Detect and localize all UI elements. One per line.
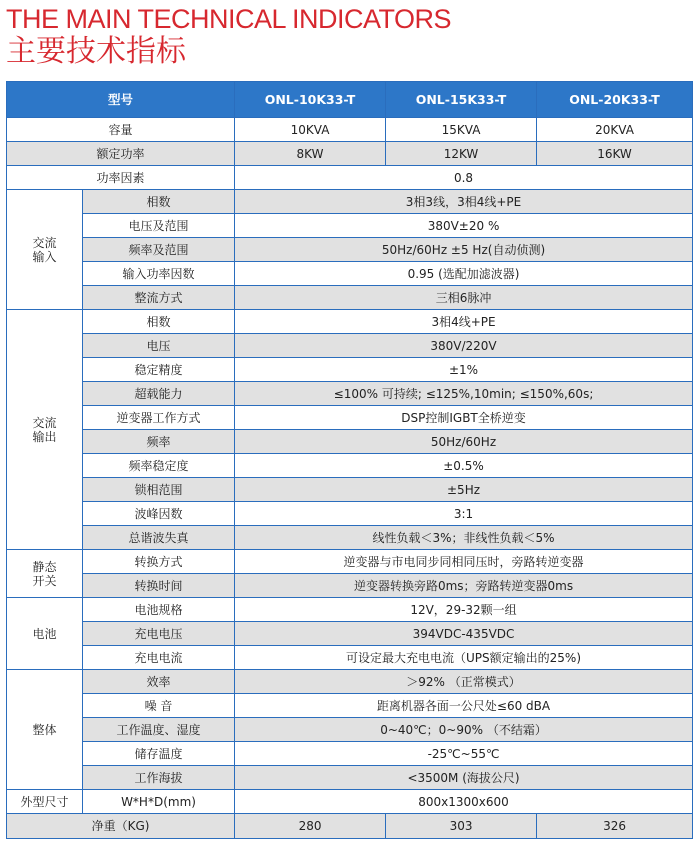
row-label: 整流方式 [83,286,235,310]
table-row [7,286,693,310]
row-label: 转换时间 [83,574,235,598]
category-label: 交流 输入 [7,190,83,310]
table-row [7,262,693,286]
cell-value: 50Hz/60Hz ±5 Hz(自动侦测) [235,238,693,262]
cell-value: 三相6脉冲 [235,286,693,310]
row-label: 噪 音 [83,694,235,718]
cell-value: 12KW [386,142,537,166]
table-row [7,814,693,839]
table-row [7,430,693,454]
model-name: ONL-15K33-T [386,82,537,118]
row-label: 频率稳定度 [83,454,235,478]
model-header: 型号 [7,82,235,118]
cell-value: -25℃~55℃ [235,742,693,766]
table-row [7,214,693,238]
cell-value: 0~40℃；0~90% （不结霜） [235,718,693,742]
table-row [7,574,693,598]
row-label: 额定功率 [7,142,235,166]
category-label: 外型尺寸 [7,790,83,814]
table-row [7,118,693,142]
title-english: THE MAIN TECHNICAL INDICATORS [6,4,452,34]
spec-table [6,81,693,839]
table-row [7,358,693,382]
cell-value: <3500M (海拔公尺) [235,766,693,790]
cell-value: 可设定最大充电电流（UPS额定输出的25%) [235,646,693,670]
table-row [7,670,693,694]
row-label: 充电电压 [83,622,235,646]
cell-value: 0.95 (选配加滤波器) [235,262,693,286]
cell-value: ±0.5% [235,454,693,478]
table-row [7,646,693,670]
cell-value: 3相4线+PE [235,310,693,334]
table-row [7,766,693,790]
row-label: 相数 [83,310,235,334]
table-row [7,550,693,574]
row-label: 稳定精度 [83,358,235,382]
cell-value: 326 [537,814,693,839]
cell-value: ±5Hz [235,478,693,502]
cell-value: ±1% [235,358,693,382]
cell-value: 距离机器各面一公尺处≤60 dBA [235,694,693,718]
table-row [7,502,693,526]
row-label: 容量 [7,118,235,142]
cell-value: 10KVA [235,118,386,142]
cell-value: 8KW [235,142,386,166]
category-label: 电池 [7,598,83,670]
cell-value: 394VDC-435VDC [235,622,693,646]
cell-value: 380V/220V [235,334,693,358]
table-row [7,742,693,766]
table-row [7,598,693,622]
cell-value: 线性负载＜3%；非线性负载＜5% [235,526,693,550]
cell-value: 3相3线，3相4线+PE [235,190,693,214]
table-row [7,238,693,262]
row-label: 工作海拔 [83,766,235,790]
row-label: 超载能力 [83,382,235,406]
table-row [7,166,693,190]
table-row [7,310,693,334]
cell-value: 303 [386,814,537,839]
row-label: 锁相范围 [83,478,235,502]
cell-value: ≤100% 可持续; ≤125%,10min; ≤150%,60s; [235,382,693,406]
table-row [7,190,693,214]
category-label: 交流 输出 [7,310,83,550]
row-label: 总谐波失真 [83,526,235,550]
row-label: 电压 [83,334,235,358]
table-row [7,718,693,742]
row-label: 逆变器工作方式 [83,406,235,430]
cell-value: 380V±20 % [235,214,693,238]
cell-value: 50Hz/60Hz [235,430,693,454]
category-label: 静态 开关 [7,550,83,598]
table-row [7,478,693,502]
cell-value: DSP控制IGBT全桥逆变 [235,406,693,430]
row-label: 效率 [83,670,235,694]
cell-value: ＞92% （正常模式） [235,670,693,694]
cell-value: 800x1300x600 [235,790,693,814]
row-label: 工作温度、湿度 [83,718,235,742]
cell-value: 12V，29-32颗一组 [235,598,693,622]
cell-value: 逆变器转换旁路0ms；旁路转逆变器0ms [235,574,693,598]
table-row [7,454,693,478]
table-row [7,142,693,166]
cell-value: 20KVA [537,118,693,142]
table-row [7,622,693,646]
cell-value: 0.8 [235,166,693,190]
header-row [7,82,693,118]
table-row [7,526,693,550]
cell-value: 3:1 [235,502,693,526]
row-label: 储存温度 [83,742,235,766]
model-name: ONL-20K33-T [537,82,693,118]
model-name: ONL-10K33-T [235,82,386,118]
table-row [7,790,693,814]
row-label: 电压及范围 [83,214,235,238]
row-label: 输入功率因数 [83,262,235,286]
row-label: 净重（KG) [7,814,235,839]
row-label: 频率及范围 [83,238,235,262]
table-row [7,382,693,406]
row-label: 波峰因数 [83,502,235,526]
cell-value: 280 [235,814,386,839]
row-label: W*H*D(mm) [83,790,235,814]
cell-value: 16KW [537,142,693,166]
table-row [7,334,693,358]
row-label: 电池规格 [83,598,235,622]
row-label: 频率 [83,430,235,454]
cell-value: 15KVA [386,118,537,142]
row-label: 转换方式 [83,550,235,574]
table-row [7,694,693,718]
title-chinese: 主要技术指标 [6,34,186,69]
table-row [7,406,693,430]
row-label: 充电电流 [83,646,235,670]
row-label: 功率因素 [7,166,235,190]
category-label: 整体 [7,670,83,790]
cell-value: 逆变器与市电同步同相同压时，旁路转逆变器 [235,550,693,574]
row-label: 相数 [83,190,235,214]
